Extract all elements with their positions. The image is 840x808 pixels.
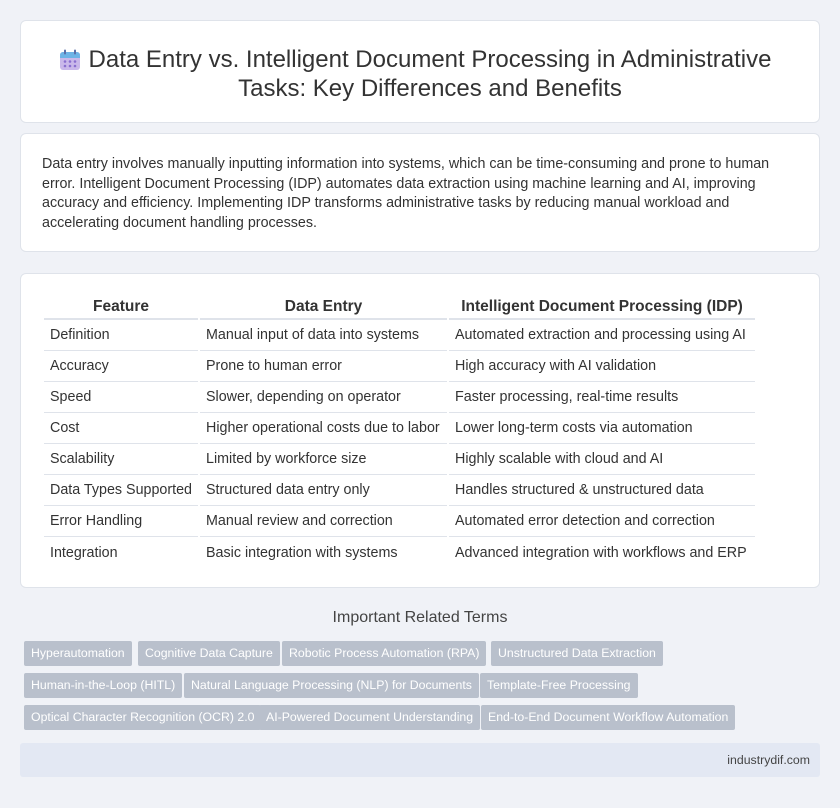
data-entry-cell: Manual review and correction — [200, 506, 447, 537]
feature-cell: Accuracy — [44, 351, 198, 382]
feature-cell: Cost — [44, 413, 198, 444]
comparison-card — [20, 273, 820, 588]
feature-cell: Error Handling — [44, 506, 198, 537]
idp-cell: High accuracy with AI validation — [449, 351, 755, 382]
related-tag[interactable]: AI-Powered Document Understanding — [259, 705, 480, 730]
intro-paragraph: Data entry involves manually inputting information into systems, which can be time-consuming and prone to human error. Intelligent Document Processing (IDP) automates data extraction using machine learning and AI, improving accuracy and efficiency. Implementing IDP transforms administrative tasks by reducing manual workload and accelerating document handling processes. — [42, 156, 770, 231]
related-tag[interactable]: Hyperautomation — [24, 641, 132, 666]
related-tag[interactable]: End-to-End Document Workflow Automation — [481, 705, 735, 730]
title-wrap — [21, 45, 819, 103]
table-row — [44, 382, 755, 413]
data-entry-cell: Higher operational costs due to labor — [200, 413, 447, 444]
feature-cell: Definition — [44, 320, 198, 351]
title-card — [20, 20, 820, 123]
table-row — [44, 351, 755, 382]
idp-cell: Lower long-term costs via automation — [449, 413, 755, 444]
idp-cell: Handles structured & unstructured data — [449, 475, 755, 506]
idp-cell: Advanced integration with workflows and ERP — [455, 544, 747, 561]
feature-cell: Integration — [50, 544, 118, 561]
table-row — [44, 537, 755, 568]
feature-cell: Speed — [44, 382, 198, 413]
data-entry-cell: Limited by workforce size — [200, 444, 447, 475]
table-row — [44, 444, 755, 475]
header-data-entry: Data Entry — [200, 296, 447, 320]
calendar-icon — [58, 48, 82, 72]
table-header-row — [44, 296, 755, 320]
related-tag[interactable]: Optical Character Recognition (OCR) 2.0 — [24, 705, 261, 730]
idp-cell: Automated error detection and correction — [449, 506, 755, 537]
data-entry-cell: Manual input of data into systems — [200, 320, 447, 351]
data-entry-cell: Basic integration with systems — [206, 544, 398, 561]
footer-bar — [20, 743, 820, 777]
related-tag[interactable]: Robotic Process Automation (RPA) — [282, 641, 486, 666]
data-entry-cell: Structured data entry only — [200, 475, 447, 506]
site-name[interactable]: industrydif.com — [727, 753, 810, 767]
page-title: Data Entry vs. Intelligent Document Processing in Administrative Tasks: Key Differences and Benefits — [88, 46, 772, 102]
related-tag[interactable]: Natural Language Processing (NLP) for Documents — [184, 673, 479, 698]
table-row — [44, 475, 755, 506]
data-entry-cell: Slower, depending on operator — [200, 382, 447, 413]
table-row — [44, 320, 755, 351]
header-idp: Intelligent Document Processing (IDP) — [449, 296, 755, 320]
data-entry-cell: Prone to human error — [200, 351, 447, 382]
comparison-table — [42, 296, 757, 568]
feature-cell: Data Types Supported — [44, 475, 198, 506]
idp-cell: Faster processing, real-time results — [449, 382, 755, 413]
header-feature: Feature — [44, 296, 198, 320]
related-tag[interactable]: Template-Free Processing — [480, 673, 638, 698]
idp-cell: Automated extraction and processing using AI — [449, 320, 755, 351]
related-tag[interactable]: Cognitive Data Capture — [138, 641, 280, 666]
intro-card — [20, 133, 820, 252]
idp-cell: Highly scalable with cloud and AI — [449, 444, 755, 475]
related-tag[interactable]: Human-in-the-Loop (HITL) — [24, 673, 182, 698]
table-row — [44, 506, 755, 537]
feature-cell: Scalability — [44, 444, 198, 475]
related-tag[interactable]: Unstructured Data Extraction — [491, 641, 663, 666]
table-row — [44, 413, 755, 444]
related-terms-heading: Important Related Terms — [332, 609, 508, 626]
